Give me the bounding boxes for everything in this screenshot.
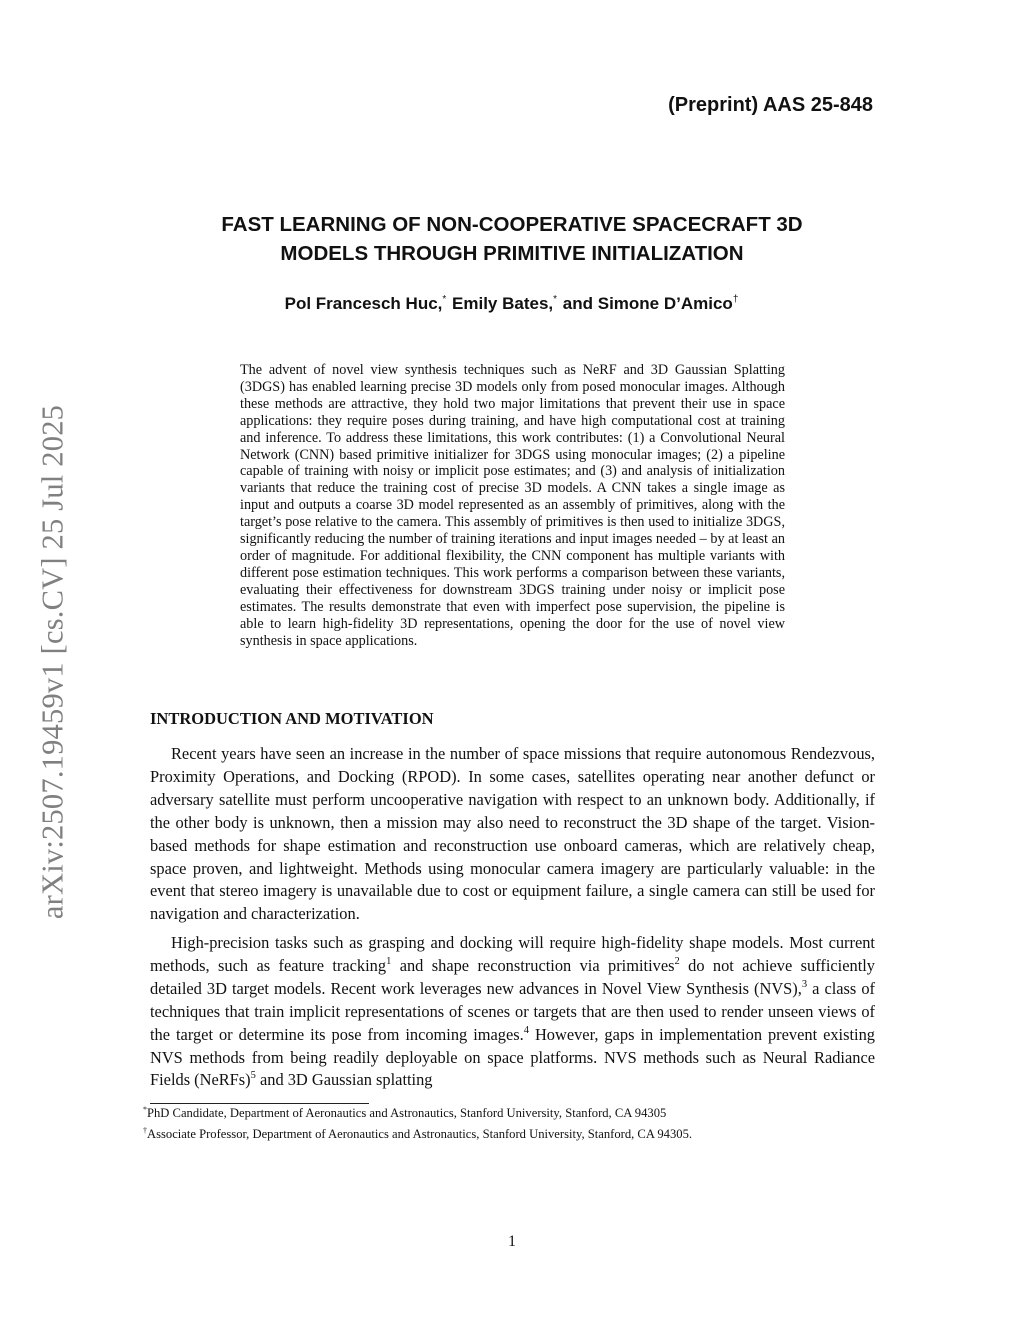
author-footnote-mark: * (553, 294, 558, 305)
citation-ref[interactable]: 3 (801, 978, 808, 990)
footnote (143, 1127, 903, 1142)
footnote-divider (150, 1103, 369, 1104)
author-footnote-mark: * (442, 294, 447, 305)
footnote-text: Associate Professor, Department of Aeronautics and Astronautics, Stanford University, Stanford, CA 94305. (147, 1127, 693, 1141)
preprint-label: (Preprint) AAS 25-848 (668, 94, 873, 116)
citation-ref[interactable]: 4 (523, 1024, 529, 1036)
paragraph-text: However, gaps in implementation prevent existing NVS methods from being readily deployable on space platforms. NVS methods such as Neural Radiance Fields (NeRFs) (150, 1024, 875, 1090)
footnote (143, 1106, 903, 1121)
page-number: 1 (508, 1233, 516, 1250)
title-line-1: FAST LEARNING OF NON-COOPERATIVE SPACECRAFT 3D (221, 213, 803, 236)
author-footnote-mark: † (732, 294, 739, 305)
author-name: and Simone D’Amico (562, 294, 733, 313)
paragraph-text: High-precision tasks such as grasping and docking will require high-fidelity shape models. Most current methods, such as feature tracking (150, 933, 875, 975)
author-name: Pol Francesch Huc, (284, 294, 443, 313)
author-list (150, 294, 874, 314)
paragraph-text: and shape reconstruction via primitives (391, 955, 675, 975)
footnote-mark: * (143, 1105, 147, 1114)
paragraph-text: and 3D Gaussian splatting (255, 1070, 433, 1090)
citation-ref[interactable]: 1 (386, 955, 392, 967)
author-name: Emily Bates, (452, 294, 554, 313)
citation-ref[interactable]: 2 (674, 955, 680, 967)
abstract: The advent of novel view synthesis techniques such as NeRF and 3D Gaussian Splatting (3DGS) has enabled learning precise 3D models only from posed monocular images. Although these methods are attractive, they hold two major limitations that prevent their use in space applications: they require poses during training, and have high computational cost at training and inference. To address these limitations, this work contributes: (1) a Convolutional Neural Network (CNN) based primitive initializer for 3DGS using monocular images; (2) a pipeline capable of training with noisy or implicit pose estimates; and (3) and analysis of initialization variants that reduce the training cost of precise 3D models. A CNN takes a single image as input and outputs a coarse 3D model represented as an assembly of primitives, along with the target’s pose relative to the camera. This assembly of primitives is then used to initialize 3DGS, significantly reducing the number of training iterations and input images needed – by at least an order of magnitude. For additional flexibility, the CNN component has multiple variants with different pose estimation techniques. This work performs a comparison between these variants, evaluating their effectiveness for downstream 3DGS training under noisy or implicit pose estimates. The results demonstrate that even with imperfect pose supervision, the pipeline is able to learn high-fidelity 3D representations, opening the door for the use of novel view synthesis in space applications. (240, 362, 785, 649)
title-line-2: MODELS THROUGH PRIMITIVE INITIALIZATION (280, 242, 744, 265)
arxiv-identifier[interactable]: arXiv:2507.19459v1 [cs.CV] 25 Jul 2025 (35, 404, 70, 920)
footnote-mark: † (143, 1126, 147, 1135)
footnote-text: PhD Candidate, Department of Aeronautics and Astronautics, Stanford University, Stanford, CA 94305 (147, 1106, 667, 1120)
paragraph-text: do not achieve sufficiently detailed 3D target models. Recent work leverages new advances in Novel View Synthesis (NVS), (150, 955, 875, 998)
section-heading: INTRODUCTION AND MOTIVATION (150, 709, 434, 728)
paragraph-text: a class of techniques that train implicit representations of scenes or targets that are then used to render unseen views of the target or determine its pose from incoming images. (150, 978, 875, 1044)
body-paragraph: Recent years have seen an increase in the number of space missions that require autonomous Rendezvous, Proximity Operations, and Docking (RPOD). In some cases, satellites operating near another defunct or adversary satellite must perform uncooperative navigation with respect to an unknown body. Additionally, if the other body is unknown, then a mission may also need to reconstruct the 3D shape of the target. Vision-based methods for shape estimation and reconstruction use onboard cameras, which are relatively cheap, space proven, and lightweight. Methods using monocular camera imagery are particularly valuable: in the event that stereo imagery is unavailable due to cost or equipment failure, a single camera can still be used for navigation and characterization. (150, 744, 875, 924)
paper-title (150, 210, 874, 268)
body-paragraph (150, 932, 875, 1092)
citation-ref[interactable]: 5 (250, 1070, 256, 1082)
